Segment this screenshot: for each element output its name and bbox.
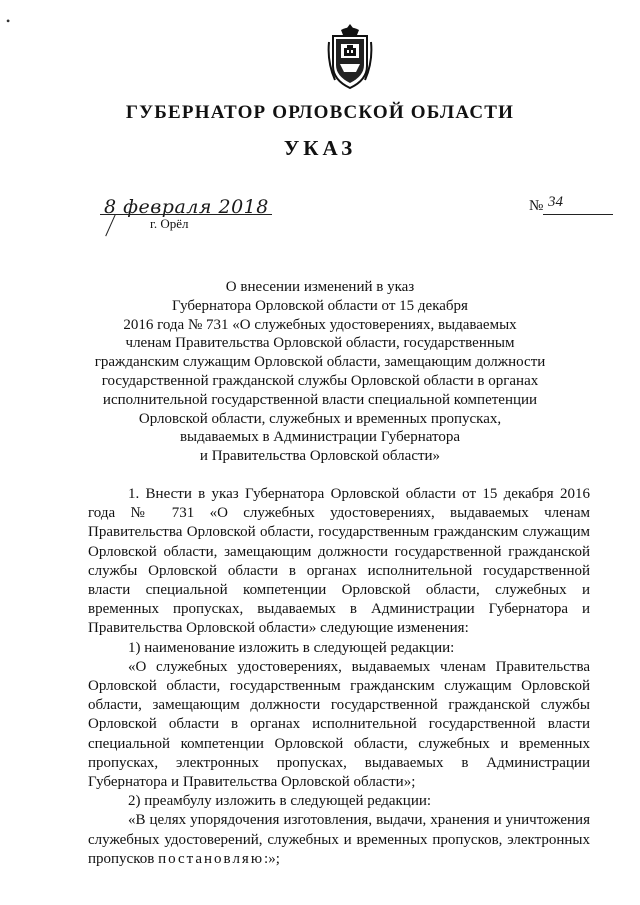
spaced-word: постановляю — [158, 850, 265, 867]
coat-of-arms-icon — [327, 22, 373, 90]
subject-line: исполнительной государственной власти специальной компетенции — [102, 391, 538, 408]
number-underline — [543, 214, 613, 215]
authority-title: ГУБЕРНАТОР ОРЛОВСКОЙ ОБЛАСТИ — [125, 102, 515, 123]
paragraph-5-start: «В целях упорядочения изготовления, выдачи, хранения и уничтожения служебных удостоверений, служебных и временных пропусков, электронных пропусков — [88, 812, 590, 867]
decree-body — [88, 485, 590, 869]
subject-line: гражданским служащим Орловской области, замещающим должности — [94, 354, 546, 371]
subject-line: Орловской области, служебных и временных пропусках, — [138, 410, 502, 427]
number-label: № — [529, 198, 544, 214]
body-paragraph-4: 2) преамбулу изложить в следующей редакции: — [128, 793, 432, 810]
body-paragraph-2: 1) наименование изложить в следующей редакции: — [128, 639, 455, 656]
subject-line: О внесении изменений в указ — [225, 279, 415, 295]
subject-line: и Правительства Орловской области» — [199, 448, 441, 465]
paragraph-5-end: :»; — [264, 850, 280, 867]
decree-subject — [80, 278, 560, 466]
subject-line: выдаваемых в Администрации Губернатора — [179, 429, 461, 446]
handwritten-number: 34 — [548, 194, 563, 210]
corner-mark: • — [6, 14, 11, 28]
handwritten-date: 8 февраля 2018 — [104, 196, 269, 218]
subject-line: 2016 года № 731 «О служебных удостоверениях, выдаваемых — [123, 316, 517, 333]
subject-line: Губернатора Орловской области от 15 декабря — [172, 297, 468, 314]
subject-line: членам Правительства Орловской области, государственным — [125, 335, 515, 352]
city-label: г. Орёл — [150, 216, 189, 231]
date-underline — [100, 214, 272, 215]
subject-line: государственной гражданской службы Орловской области в органах — [101, 372, 539, 389]
body-paragraph-3: «О служебных удостоверениях, выдаваемых членам Правительства Орловской области, государственным гражданским служащим Орловской области, замещающим должности государственной гражданской службы Орловской области в органах исполнительной государственной власти специальной компетенции Орловской области, служебных и временных пропусках, электронных пропусках, выдаваемых в Администрации Губернатора и Правительства Орловской области»; — [88, 658, 590, 791]
document-type-title: УКАЗ — [283, 136, 357, 160]
body-paragraph-5 — [88, 811, 590, 869]
body-paragraph-1: 1. Внести в указ Губернатора Орловской области от 15 декабря 2016 года № 731 «О служебных удостоверениях, выдаваемых членам Правительства Орловской области, государственным гражданским служащим Орловской области, замещающим должности государственной гражданской службы Орловской области в органах исполнительной государственной власти специальной компетенции Орловской области, служебных и временных пропусках, выдаваемых в Администрации Губернатора и Правительства Орловской области» следующие изменения: — [88, 486, 590, 637]
